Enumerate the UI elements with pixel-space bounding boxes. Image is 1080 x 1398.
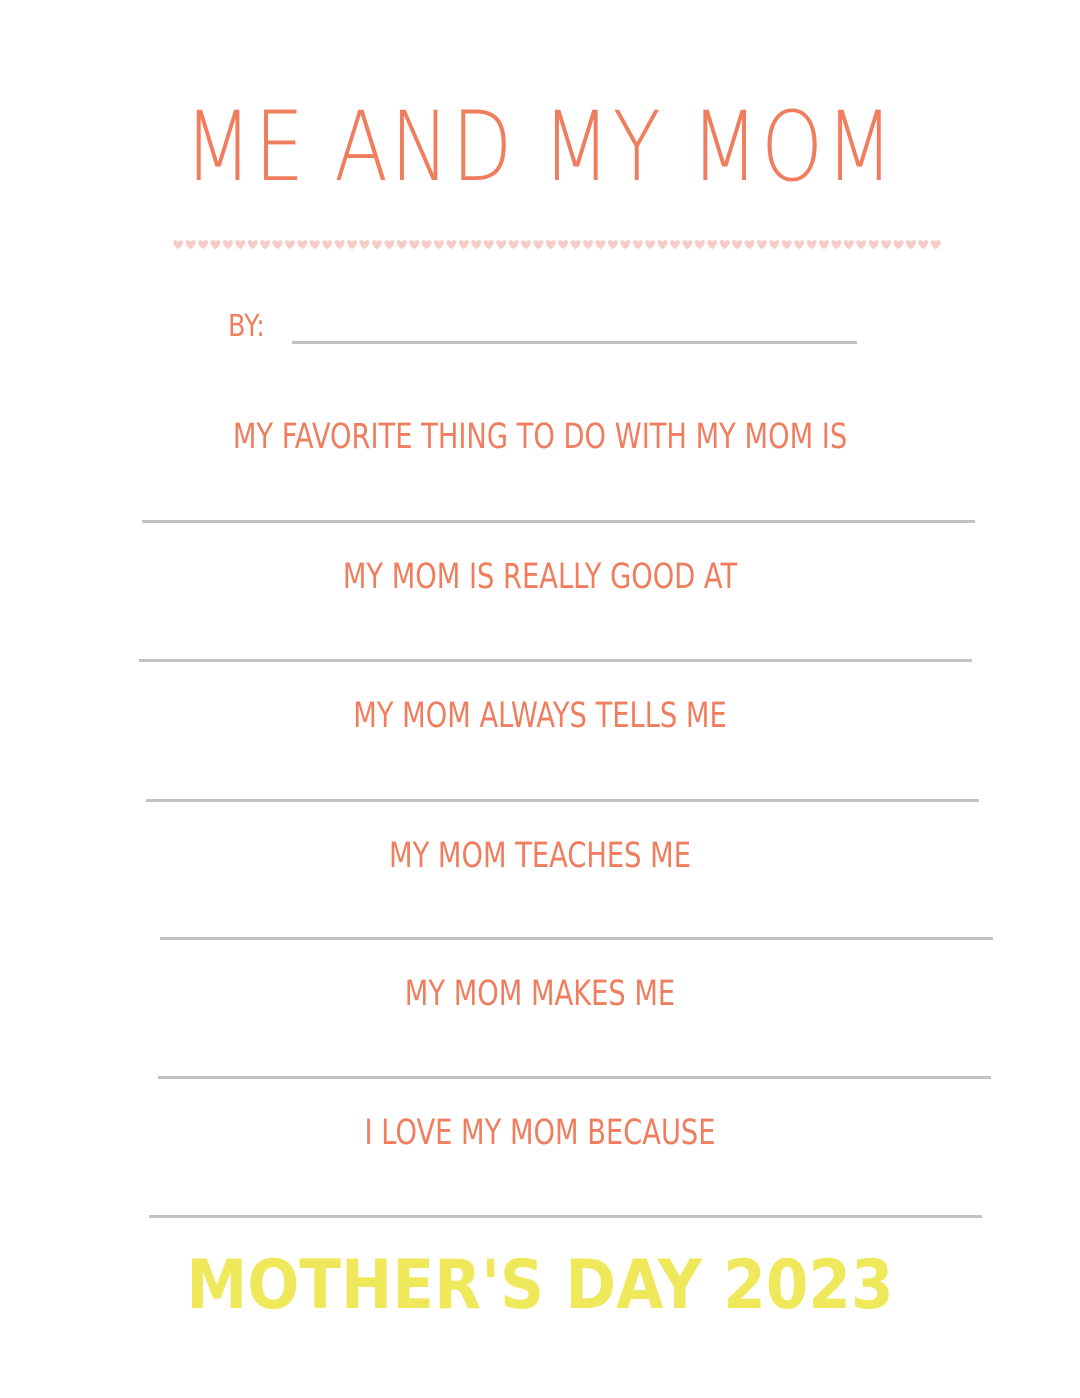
heart-icon [757,240,767,249]
heart-icon [397,240,407,249]
heart-icon [807,240,817,249]
answer-line-favorite-thing[interactable] [142,520,975,523]
heart-icon [856,240,866,249]
prompt-always-tells-me: MY MOM ALWAYS TELLS ME [353,696,727,736]
heart-icon [471,240,481,249]
heart-icon [658,240,668,249]
heart-icon [819,240,829,249]
answer-line-love-because[interactable] [149,1215,982,1218]
answer-line-really-good-at[interactable] [139,659,972,662]
heart-icon [509,240,519,249]
heart-divider [172,234,942,254]
heart-icon [248,240,258,249]
heart-icon [297,240,307,249]
heart-icon [260,240,270,249]
heart-icon [335,240,345,249]
by-row [228,307,868,347]
answer-line-teaches-me[interactable] [160,937,993,940]
prompt-really-good-at: MY MOM IS REALLY GOOD AT [342,557,738,597]
footer-mothers-day: MOTHER'S DAY 2023 [186,1246,894,1325]
heart-icon [496,240,506,249]
heart-icon [347,240,357,249]
answer-line-makes-me[interactable] [158,1076,991,1079]
heart-icon [235,240,245,249]
heart-icon [459,240,469,249]
heart-icon [633,240,643,249]
page-title: ME AND MY MOM [184,91,896,203]
heart-icon [906,240,916,249]
heart-icon [310,240,320,249]
heart-icon [285,240,295,249]
heart-icon [844,240,854,249]
heart-icon [521,240,531,249]
heart-icon [198,240,208,249]
prompt-teaches-me: MY MOM TEACHES ME [389,836,691,876]
heart-icon [931,240,941,249]
heart-icon [409,240,419,249]
heart-icon [546,240,556,249]
heart-icon [571,240,581,249]
heart-icon [732,240,742,249]
prompt-favorite-thing: MY FAVORITE THING TO DO WITH MY MOM IS [232,417,848,457]
heart-icon [273,240,283,249]
prompt-love-because: I LOVE MY MOM BECAUSE [364,1113,716,1153]
heart-icon [608,240,618,249]
heart-icon [894,240,904,249]
heart-icon [173,240,183,249]
prompt-makes-me: MY MOM MAKES ME [404,974,676,1014]
heart-icon [831,240,841,249]
heart-icon [583,240,593,249]
heart-icon [695,240,705,249]
name-line[interactable] [292,341,857,344]
heart-icon [211,240,221,249]
heart-icon [881,240,891,249]
heart-icon [360,240,370,249]
heart-icon [533,240,543,249]
heart-icon [720,240,730,249]
heart-icon [918,240,928,249]
answer-line-always-tells-me[interactable] [146,799,979,802]
heart-icon [558,240,568,249]
heart-icon [322,240,332,249]
heart-icon [596,240,606,249]
heart-icon [782,240,792,249]
heart-icon [484,240,494,249]
heart-icon [645,240,655,249]
by-label: BY: [228,309,265,344]
heart-icon [745,240,755,249]
heart-icon [620,240,630,249]
heart-icon [707,240,717,249]
heart-icon [682,240,692,249]
heart-icon [670,240,680,249]
heart-icon [384,240,394,249]
heart-icon [769,240,779,249]
heart-icon [446,240,456,249]
heart-icon [372,240,382,249]
heart-icon [794,240,804,249]
heart-icon [869,240,879,249]
heart-icon [422,240,432,249]
heart-icon [434,240,444,249]
heart-icon [186,240,196,249]
heart-icon [223,240,233,249]
